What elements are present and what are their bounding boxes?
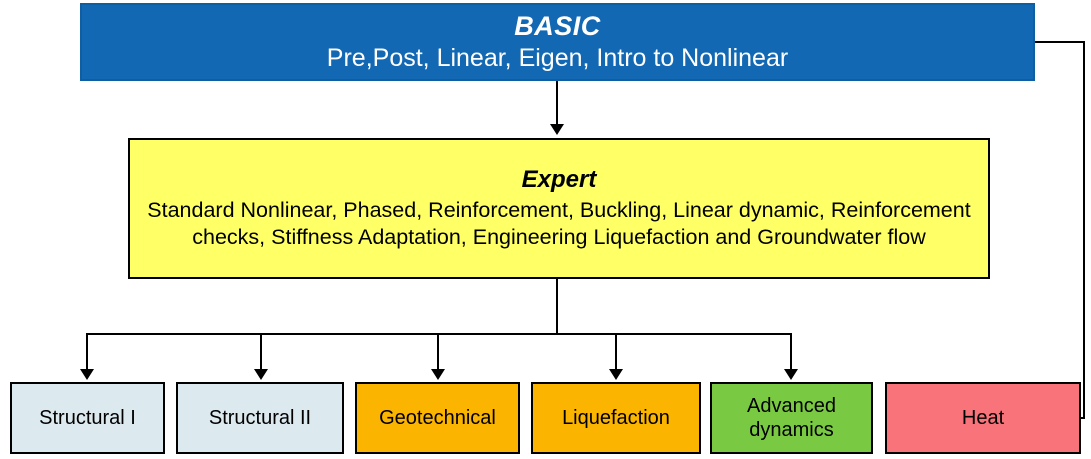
node-liquefaction-label: Liquefaction xyxy=(562,407,670,429)
node-advanced-dynamics-label: Advanced dynamics xyxy=(747,395,836,441)
connector-basic-to-heat-top xyxy=(1035,41,1085,43)
node-expert-title: Expert xyxy=(521,166,597,193)
connector-drop-structural-2 xyxy=(260,333,262,371)
arrowhead-liquefaction xyxy=(609,369,623,380)
node-structural-2 xyxy=(176,382,344,454)
node-basic-subtitle: Pre,Post, Linear, Eigen, Intro to Nonlinear xyxy=(326,44,789,72)
node-expert xyxy=(128,138,990,279)
node-expert-subtitle: Standard Nonlinear, Phased, Reinforcement, Buckling, Linear dynamic, Reinforcement checks, Stiffness Adaptation, Engineering Liquefaction and Groundwater flow xyxy=(147,198,971,249)
connector-drop-geotechnical xyxy=(437,333,439,371)
node-basic-title: BASIC xyxy=(514,11,601,41)
node-heat-label: Heat xyxy=(961,407,1005,429)
arrowhead-geotechnical xyxy=(431,369,445,380)
node-advanced-dynamics xyxy=(710,382,873,454)
connector-drop-liquefaction xyxy=(615,333,617,371)
connector-drop-advanced-dynamics xyxy=(790,333,792,371)
arrowhead-structural-1 xyxy=(80,369,94,380)
node-structural-1 xyxy=(10,382,165,454)
node-structural-2-label: Structural II xyxy=(208,407,312,429)
connector-drop-structural-1 xyxy=(86,333,88,371)
node-structural-1-label: Structural I xyxy=(39,407,136,429)
node-heat xyxy=(885,382,1081,454)
arrowhead-basic-to-expert xyxy=(550,124,564,135)
node-basic xyxy=(80,3,1035,81)
node-geotechnical-label: Geotechnical xyxy=(379,407,496,429)
node-geotechnical xyxy=(355,382,520,454)
connector-basic-to-heat-side xyxy=(1083,41,1085,418)
node-liquefaction xyxy=(531,382,701,454)
arrowhead-structural-2 xyxy=(254,369,268,380)
arrowhead-advanced-dynamics xyxy=(784,369,798,380)
connector-expert-stem xyxy=(556,279,558,334)
connector-basic-to-expert xyxy=(556,81,558,125)
